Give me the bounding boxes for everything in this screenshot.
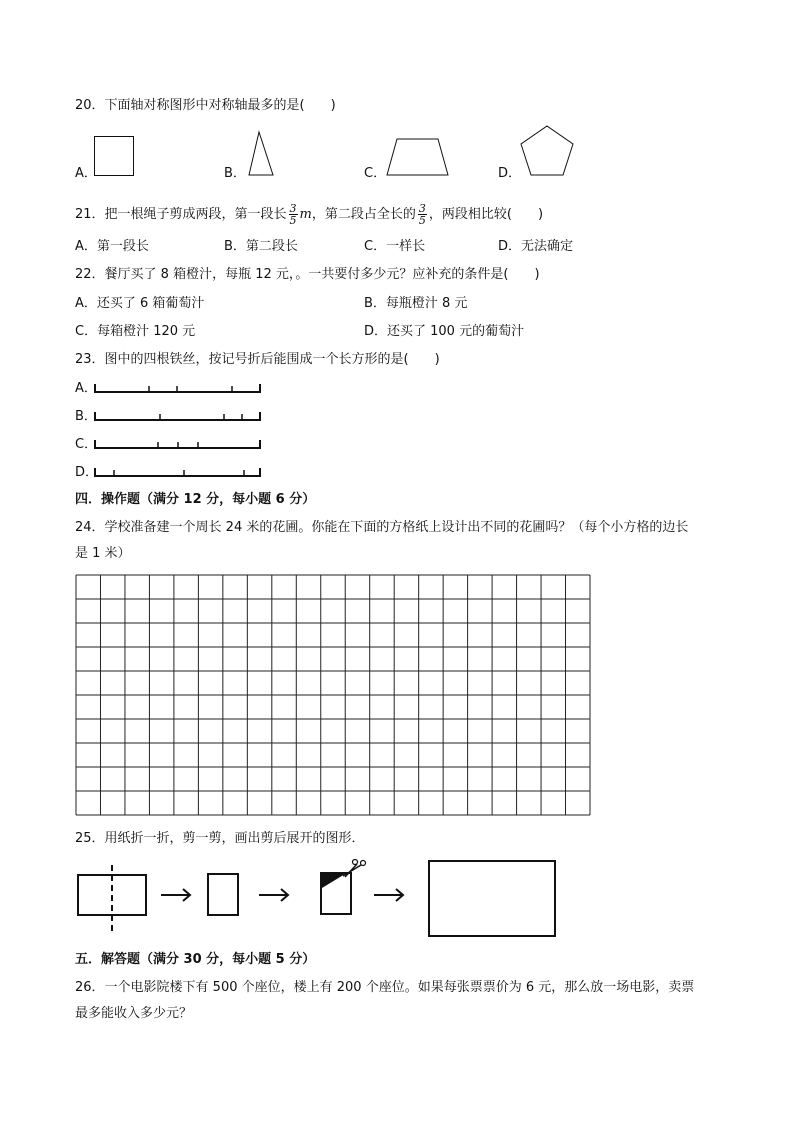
square-icon — [94, 136, 134, 176]
fold-cut-diagram — [75, 860, 565, 940]
q26-line-1: 26．一个电影院楼下有 500 个座位，楼上有 200 个座位。如果每张票票价为 6 元，那么放一场电影，卖票 — [75, 980, 695, 995]
trapezoid-icon — [386, 138, 450, 176]
q20-option-b: B． — [224, 166, 246, 181]
q22-option-b: B．每瓶橙汁 8 元 — [364, 296, 468, 311]
q24-line-1: 24．学校准备建一个周长 24 米的花圃。你能在下面的方格纸上设计出不同的花圃吗？（每个小方格的边长 — [75, 520, 689, 535]
arrow-right-icon — [374, 889, 403, 901]
q22-option-a: A．还买了 6 箱葡萄汁 — [75, 296, 205, 311]
q23-option-c: C． — [75, 437, 98, 452]
arrow-right-icon — [161, 889, 190, 901]
paper-unfolded-icon — [78, 865, 146, 933]
q25-text: 25．用纸折一折，剪一剪，画出剪后展开的图形． — [75, 831, 365, 846]
fraction-3-5: $\frac{3}{5}$ — [289, 202, 297, 227]
q20-text: 20．下面轴对称图形中对称轴最多的是( ) — [75, 98, 336, 113]
q22-option-c: C．每箱橙汁 120 元 — [75, 324, 196, 339]
scissors-icon — [343, 860, 366, 878]
q21-option-a: A．第一段长 — [75, 239, 149, 254]
q21-option-d: D．无法确定 — [498, 239, 574, 254]
q21-option-b: B．第二段长 — [224, 239, 298, 254]
q22-text: 22．餐厅买了 8 箱橙汁，每瓶 12 元，。一共要付多少元？应补充的条件是( ) — [75, 267, 540, 282]
section-4-title: 四．操作题（满分 12 分，每小题 6 分） — [75, 492, 316, 507]
q20-option-d: D． — [498, 166, 522, 181]
paper-folded-icon — [208, 874, 238, 915]
q21-option-c: C．一样长 — [364, 239, 426, 254]
wire-a-icon — [94, 382, 264, 394]
wire-d-icon — [94, 466, 264, 478]
answer-box — [429, 861, 555, 936]
q20-option-c: C． — [364, 166, 387, 181]
fraction-3-5-b: $\frac{3}{5}$ — [418, 202, 426, 227]
paper-cut-icon — [321, 873, 351, 914]
q26-line-2: 最多能收入多少元？ — [75, 1006, 193, 1021]
section-5-title: 五．解答题（满分 30 分，每小题 5 分） — [75, 952, 316, 967]
q23-option-b: B． — [75, 409, 97, 424]
wire-b-icon — [94, 410, 264, 422]
q24-line-2: 是 1 米） — [75, 546, 131, 561]
q23-text: 23．图中的四根铁丝，按记号折后能围成一个长方形的是( ) — [75, 352, 440, 367]
q23-option-a: A． — [75, 381, 97, 396]
triangle-icon — [246, 131, 276, 177]
q22-option-d: D．还买了 100 元的葡萄汁 — [364, 324, 525, 339]
arrow-right-icon — [259, 889, 288, 901]
q20-option-a: A． — [75, 166, 97, 181]
q21-text: 21．把一根绳子剪成两段，第一段长 $\frac{3}{5}$ m，第二段占全长的 $\frac{3}{5}$ ，两段相比较( ) — [75, 202, 544, 227]
wire-c-icon — [94, 438, 264, 450]
square-grid[interactable] — [75, 574, 591, 816]
q23-option-d: D． — [75, 465, 99, 480]
pentagon-icon — [520, 125, 576, 177]
